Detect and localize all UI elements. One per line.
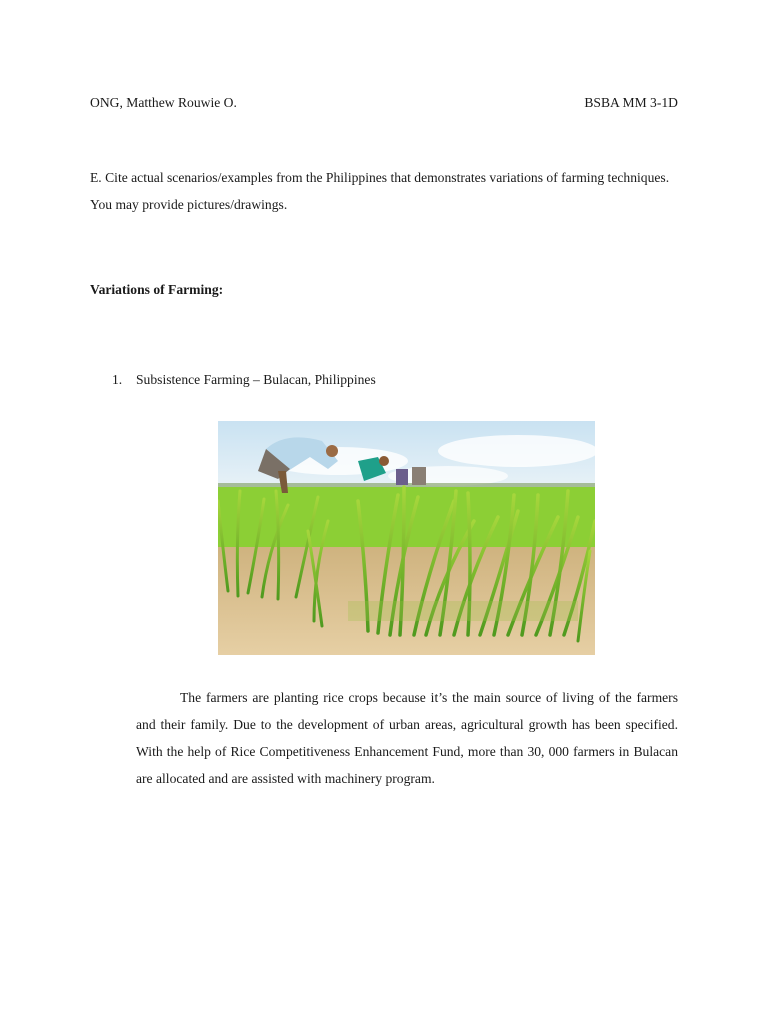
list-item xyxy=(112,371,376,389)
course-section: BSBA MM 3-1D xyxy=(584,95,678,110)
question-prompt: E. Cite actual scenarios/examples from the Philippines that demonstrates variations of farming techniques. You may provide pictures/drawings. xyxy=(90,170,670,212)
document-header xyxy=(90,94,678,112)
section-heading: Variations of Farming: xyxy=(90,282,224,297)
list-item-label: Subsistence Farming – Bulacan, Philippines xyxy=(136,372,376,387)
list-item-number: 1. xyxy=(112,372,123,387)
rice-farming-photo xyxy=(218,421,595,655)
body-paragraph: The farmers are planting rice crops because it’s the main source of living of the farmers and their family. Due to the development of urban areas, agricultural growth has been specified. With the help of Rice Competitiveness Enhancement Fund, more than 30, 000 farmers in Bulacan are allocated and are assisted with machinery program. xyxy=(136,690,678,786)
student-name: ONG, Matthew Rouwie O. xyxy=(90,95,237,110)
